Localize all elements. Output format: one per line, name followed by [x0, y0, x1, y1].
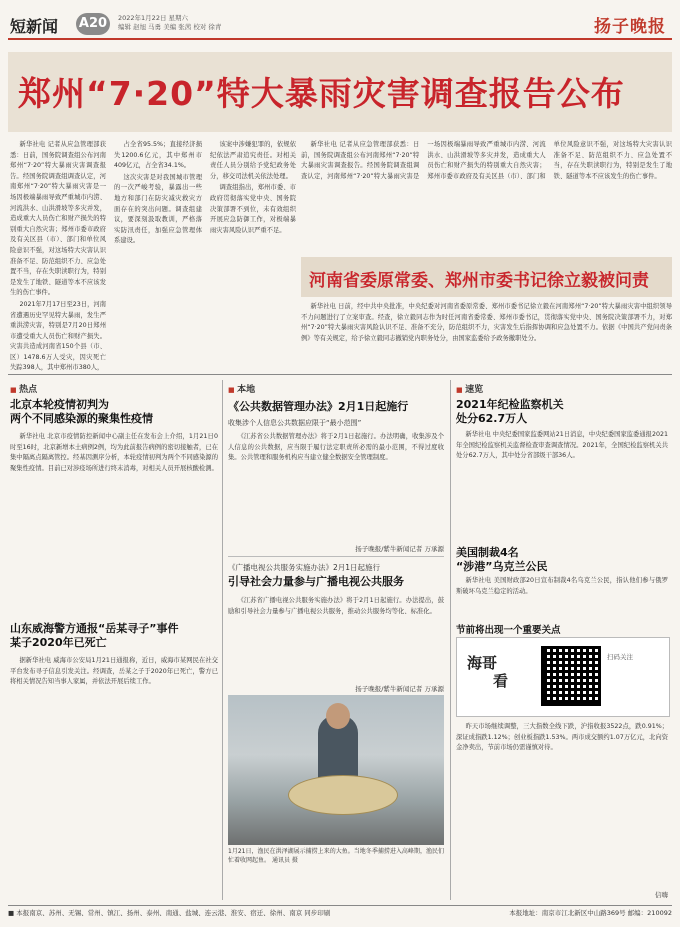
lead-para: 2021年7月17日至23日，河南省遭遇历史罕见特大暴雨，发生严重洪涝灾害，特别是7月20日郑州市遭受重大人员伤亡和财产损失。灾害共造成河南省150个县（市、区）1478.6万人受灾，因灾死亡失踪398人，其中郑州市380人， [10, 300, 106, 372]
sub-article-body [301, 302, 672, 368]
article-subtitle: 收集涉个人信息公共数据应限于“最小范围” [228, 419, 362, 427]
article-body [456, 722, 668, 892]
article-title [10, 398, 220, 426]
article-title-line: “涉港”乌克兰公民 [456, 560, 548, 573]
editor-credits: 编辑 赵旭 马勇 美编 张茜 校对 徐青 [118, 23, 222, 31]
footer-printing-info: ■ 本报南京、苏州、无锡、常州、镇江、扬州、泰州、南通、盐城、连云港、淮安、宿迁、徐州、南京 同步印刷 [8, 909, 331, 917]
lead-para: 调查组指出，郑州市委、市政府贯彻落实党中央、国务院决策部署不到位，未有效组织开展应急防御工作，对极端暴雨灾害风险认识严重不足。 [210, 184, 296, 234]
qr-note: 扫码关注 [607, 653, 633, 661]
article-body [456, 430, 668, 540]
article-divider [228, 556, 444, 557]
sub-headline-band [301, 257, 672, 297]
footer-address: 本报地址：南京市江北新区中山路369号 邮编：210092 [509, 909, 672, 917]
article-title-line: 某子2020年已死亡 [10, 636, 107, 649]
article-byline: 扬子晚报/紫牛新闻记者 万承源 [355, 685, 444, 693]
section-name: 短新闻 [10, 17, 59, 36]
page-number-badge: A20 [76, 13, 110, 35]
lead-para: 这次灾害是对我国城市管理的一次严峻考验，暴露出一些地方和部门在防灾减灾救灾方面存在的突出问题。调查组建议，要深刻汲取教训，严格落实防汛责任，加强应急管理体系建设。 [114, 173, 202, 245]
lead-headline-band [8, 52, 672, 132]
article-body [228, 432, 444, 542]
article-kicker-line: 《广播电视公共服务实施办法》2月1日起施行 [228, 563, 381, 572]
lead-para: 新华社电 记者从应急管理部获悉：日前，国务院调查组公布河南郑州“7·20”特大暴雨灾害调查报告。经国务院调查组调查认定，河南郑州“7·20”特大暴雨灾害是一场因极端暴雨导致严重城市内涝、河流洪水、山洪滑坡等多灾并发，造成重大人员伤亡和财产损失的特别重大自然灾害；郑州市委市政府及有关区县（市）、部门和单位风险意识不强，对这场特大灾害认识准备不足、防范组织不力、应急处置不当，存在失职渎职行为，特别是发生了地铁、隧道等本不应该发生的伤亡事件。 [301, 141, 672, 180]
sub-para: 新华社电 日前，经中共中央批准，中央纪委对河南省委原常委、郑州市委书记徐立毅在河南郑州“7·20”特大暴雨灾害中组织领导不力问题进行了立案审查。经查，徐立毅同志作为时任河南省委常委、郑州市委书记，贯彻落实党中央、国务院决策部署不力，对郑州“7·20”特大暴雨灾害风险认识不足、准备不充分，防范组织不力，灾害发生后指挥协调和应急处置不力。依据《中国共产党问责条例》等有关规定，给予徐立毅同志撤销党内职务处分，由国家监委给予政务撤职处分。 [301, 303, 672, 342]
lead-para: 占全省95.5%；直接经济损失1200.6亿元，其中郑州市409亿元，占全省34.1%。 [114, 141, 202, 170]
sub-headline: 河南省委原常委、郑州市委书记徐立毅被问责 [309, 271, 649, 291]
column-divider [450, 380, 451, 900]
news-photo-fisherman [228, 695, 444, 845]
photo-fish-shape [288, 775, 398, 815]
article-body [10, 656, 218, 901]
lead-column-1 [10, 140, 106, 372]
lead-para: 该案中涉嫌犯罪的，依规依纪依法严肃追究责任。对相关责任人员分别给予党纪政务处分，移交司法机关依法处理。 [210, 141, 296, 180]
article-title [456, 546, 670, 574]
article-para: 《江苏省公共数据管理办法》将于2月1日起施行。办法明确，收集涉及个人信息的公共数据，应当限于履行法定职责所必需的最小范围，不得过度收集。公共管理和服务机构应当建立健全数据安全管理制度。 [228, 433, 444, 462]
article-para: 《江苏省广播电视公共服务实施办法》将于2月1日起施行。办法提出，鼓励和引导社会力量参与广播电视公共服务，推动公共服务均等化、标准化。 [228, 597, 444, 615]
article-byline: 信嗨 [655, 891, 668, 899]
article-title-line: 山东威海警方通报“岳某寻子”事件 [10, 622, 179, 635]
qr-promo-box[interactable] [456, 637, 670, 717]
promo-brand-second: 看 [493, 672, 509, 690]
kicker-local: ■ 本地 [228, 382, 255, 395]
article-title [456, 398, 670, 426]
article-para: 新华社电 北京市疫情防控新闻中心副主任在发布会上介绍，1月21日0时至16时，北京新增本土病例2例，均为此前报告病例的密切接触者，已在集中隔离点隔离管控。经基因测序分析，本轮疫情初判为两个不同感染源的聚集性疫情。目前已对涉疫场所进行终末消毒，对相关人员开展核酸检测。 [10, 433, 218, 472]
masthead [8, 8, 672, 40]
caption-photographer: 通讯员 摄 [271, 856, 298, 864]
article-body [228, 596, 444, 680]
lead-headline: 郑州“7·20”特大暴雨灾害调查报告公布 [18, 74, 625, 113]
article-title [10, 622, 220, 650]
article-title: 引导社会力量参与广播电视公共服务 [228, 575, 404, 588]
article-byline: 扬子晚报/紫牛新闻记者 万承源 [355, 545, 444, 553]
photo-head-shape [326, 703, 350, 729]
article-para: 昨天市场继续调整，三大指数全线下跌，沪指收报3522点，跌0.91%；深证成指跌1.12%；创业板指跌1.53%。两市成交额约1.07万亿元，北向资金净卖出，节前市场仍需谨慎对待。 [456, 723, 668, 752]
article-title-line: 两个不同感染源的聚集性疫情 [10, 412, 153, 425]
article-title-line: 美国制裁4名 [456, 546, 519, 559]
article-para: 新华社电 美国财政部20日宣布制裁4名乌克兰公民，指认他们参与俄罗斯破坏乌克兰稳定的活动。 [456, 577, 668, 595]
article-para: 据新华社电 威海市公安局1月21日通报称，近日，威海市某网民在社交平台发布寻子信息引发关注。经调查，岳某之子于2020年已死亡，警方已将相关情况告知当事人家属，并依法开展后续工作。 [10, 657, 218, 686]
qr-code-icon[interactable] [541, 646, 601, 706]
lead-column-2 [114, 140, 202, 365]
photo-caption [228, 848, 444, 865]
article-title-line: 处分62.7万人 [456, 412, 528, 425]
lead-para: 新华社电 记者从应急管理部获悉：日前，国务院调查组公布河南郑州“7·20”特大暴雨灾害调查报告。经国务院调查组调查认定，河南郑州“7·20”特大暴雨灾害是一场因极端暴雨导致严重城市内涝、河流洪水、山洪滑坡等多灾并发，造成重大人员伤亡和财产损失的特别重大自然灾害；郑州市委市政府及有关区县（市）、部门和单位风险意识不强，对这场特大灾害认识准备不足、防范组织不力、应急处置不当，存在失职渎职行为，特别是发生了地铁、隧道等本不应该发生的伤亡事件。 [10, 141, 106, 297]
article-title-line: 北京本轮疫情初判为 [10, 398, 109, 411]
column-heading: 节前将出现一个重要关点 [456, 625, 561, 636]
caption-text: 1月21日，渔民在洪泽湖展示捕捞上来的大鱼。当地冬季捕捞进入高峰期，渔民们忙着收网起鱼。 [228, 848, 444, 864]
column-divider [222, 380, 223, 900]
kicker-hot: ■ 热点 [10, 382, 37, 395]
article-body [10, 432, 218, 612]
issue-meta [118, 14, 418, 32]
article-title-line: 2021年纪检监察机关 [456, 398, 564, 411]
lead-column-3 [210, 140, 296, 365]
issue-date: 2022年1月22日 星期六 [118, 14, 189, 22]
page-footer [8, 905, 672, 919]
section-divider [8, 374, 672, 375]
lead-column-4 [301, 140, 672, 252]
promo-brand: 海哥 [467, 654, 498, 672]
article-para: 新华社电 中央纪委国家监委网站21日消息，中央纪委国家监委通报2021年全国纪检监察机关监督检查审查调查情况。2021年，全国纪检监察机关共处分62.7万人，其中处分省部级干部36人。 [456, 431, 668, 460]
newspaper-logo: 扬子晚报 [594, 17, 666, 37]
article-title: 《公共数据管理办法》2月1日起施行 [228, 400, 409, 413]
kicker-brief: ■ 速览 [456, 382, 483, 395]
